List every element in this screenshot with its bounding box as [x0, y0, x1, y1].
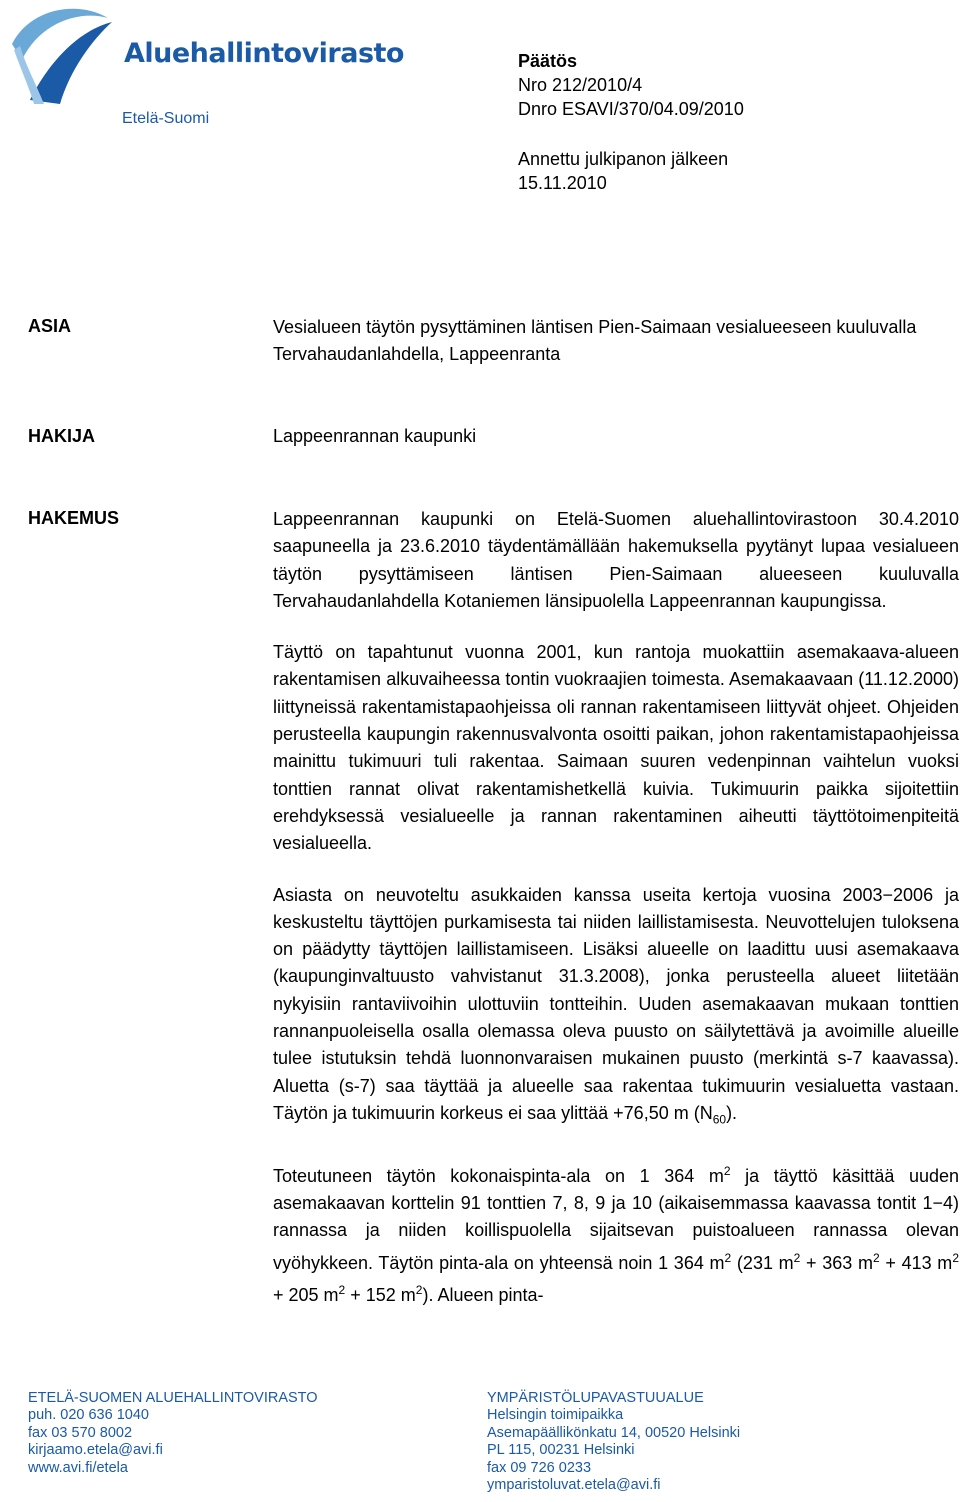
section-label-hakija: HAKIJA — [28, 426, 96, 446]
footer-unit-contact — [487, 1390, 740, 1494]
region-label: Etelä-Suomi — [122, 110, 210, 127]
decision-given-line2: 15.11.2010 — [518, 173, 607, 193]
section-text-hakemus — [273, 506, 959, 1333]
footer-left-line: puh. 020 636 1040 — [28, 1407, 149, 1424]
footer-left-line: ETELÄ-SUOMEN ALUEHALLINTOVIRASTO — [28, 1390, 318, 1406]
hakija-text: Lappeenrannan kaupunki — [273, 426, 477, 446]
footer-right-line: Asemapäällikönkatu 14, 00520 Helsinki — [487, 1424, 741, 1441]
footer-email-link[interactable]: kirjaamo.etela@avi.fi — [28, 1442, 163, 1459]
logo-wordmark: Aluehallintovirasto — [124, 38, 404, 69]
decision-number: Nro 212/2010/4 — [518, 75, 643, 95]
hakemus-paragraph: Lappeenrannan kaupunki on Etelä-Suomen aluehallintovirastoon 30.4.2010 saapuneella ja 23.6.2010 täydentämällään hakemuksella pyytänyt lupaa vesialueen täytön pysyttämiseen läntisen Pien-Saimaan alueeseen kuuluvalla Tervahaudanlahdella Kotaniemen länsipuolella Lappeenrannan kaupungissa. — [273, 509, 959, 611]
hakemus-paragraph: Täyttö on tapahtunut vuonna 2001, kun rantoja muokattiin asemakaava-alueen rakentamisen alkuvaiheessa tontin vuokraajien toimesta. Asemakaavaan (11.12.2000) liittyneissä rakentamistapaohjeissa oli rannan rakentamiseen liittyvät ohjeet. Ohjeiden perusteella kaupungin rakennusvalvonta osoitti paikan, johon rakentamistapaohjeissa mainittu tukimuuri tuli rakentaa. Saimaan suuren vedenpinnan vaihtelun vuoksi tonttien rannat olivat rakentamishetkellä kuivia. Tukimuurin paikka sijoitettiin erehdyksessä vesialueelle ja rannan rakentaminen aiheutti täyttötoimenpiteitä vesialueella. — [273, 642, 959, 854]
hakemus-paragraph: Toteutuneen täytön kokonaispinta-ala on 1 364 $m^2$ ja täyttö käsittää uuden asemakaavan korttelin 91 tonttien 7, 8, 9 ja 10 (aikaisemmassa kaavassa tontit 1−4) rannassa ja niiden koillispuolella sijaitsevan puistoalueen rannassa olevan vyöhykkeen. Täytön pinta-ala on yhteensä noin 1 364 $m^2$ (231 $m^2 + 363$ $m^2 + 413$ $m^2 + 205$ $m^2 + 152$ $m^2$). Alueen pinta- — [273, 1163, 960, 1306]
logo-swoosh-icon — [0, 0, 120, 108]
decision-title: Päätös — [518, 51, 578, 71]
footer-right-line: PL 115, 00231 Helsinki — [487, 1442, 635, 1459]
footer-email-link[interactable]: ymparistoluvat.etela@avi.fi — [487, 1477, 661, 1494]
footer-left-line: fax 03 570 8002 — [28, 1424, 133, 1441]
asia-text: Vesialueen täytön pysyttäminen läntisen Pien-Saimaan vesialueeseen kuuluvalla Tervahaudanlahdella, Lappeenranta — [273, 317, 917, 365]
hakemus-paragraph: Asiasta on neuvoteltu asukkaiden kanssa useita kertoja vuosina 2003−2006 ja keskusteltu täyttöjen purkamisesta tai niiden laillistamisesta. Neuvottelujen tuloksena on päädytty täyttöjen laillistamiseen. Lisäksi alueelle on laadittu uusi asemakaava (kaupunginvaltuusto vahvistanut 31.3.2008), jonka perusteella alueet liitetään nykyisiin rantaviivoihin ulottuviin tontteihin. Uuden asemakaavan mukaan tonttien rannanpuoleisella osalla olemassa oleva puusto on säilytettävä ja avoimille alueille tulee istutuksin tehdä luonnonvaraisen mukainen puusto (merkintä s-7 kaavassa). Aluetta (s-7) saa täyttää ja alueelle saa rakentaa tukimuurin vesialuetta vastaan. Täytön ja tukimuurin korkeus ei saa ylittää +76,50 m $(N_{60})$. — [273, 884, 959, 1127]
decision-given-line1: Annettu julkipanon jälkeen — [518, 149, 729, 169]
section-text-hakija — [273, 423, 959, 474]
footer-website-link[interactable]: www.avi.fi/etela — [28, 1459, 128, 1476]
footer-right-line: Helsingin toimipaikka — [487, 1407, 624, 1424]
footer-agency-contact — [28, 1390, 318, 1477]
agency-logo — [0, 0, 404, 110]
decision-header — [518, 49, 744, 195]
section-label-asia: ASIA — [28, 316, 72, 336]
section-text-asia — [273, 314, 959, 393]
decision-dnro: Dnro ESAVI/370/04.09/2010 — [518, 99, 744, 119]
footer-right-line: YMPÄRISTÖLUPAVASTUUALUE — [487, 1390, 704, 1406]
footer-right-line: fax 09 726 0233 — [487, 1459, 592, 1476]
section-label-hakemus: HAKEMUS — [28, 508, 120, 528]
